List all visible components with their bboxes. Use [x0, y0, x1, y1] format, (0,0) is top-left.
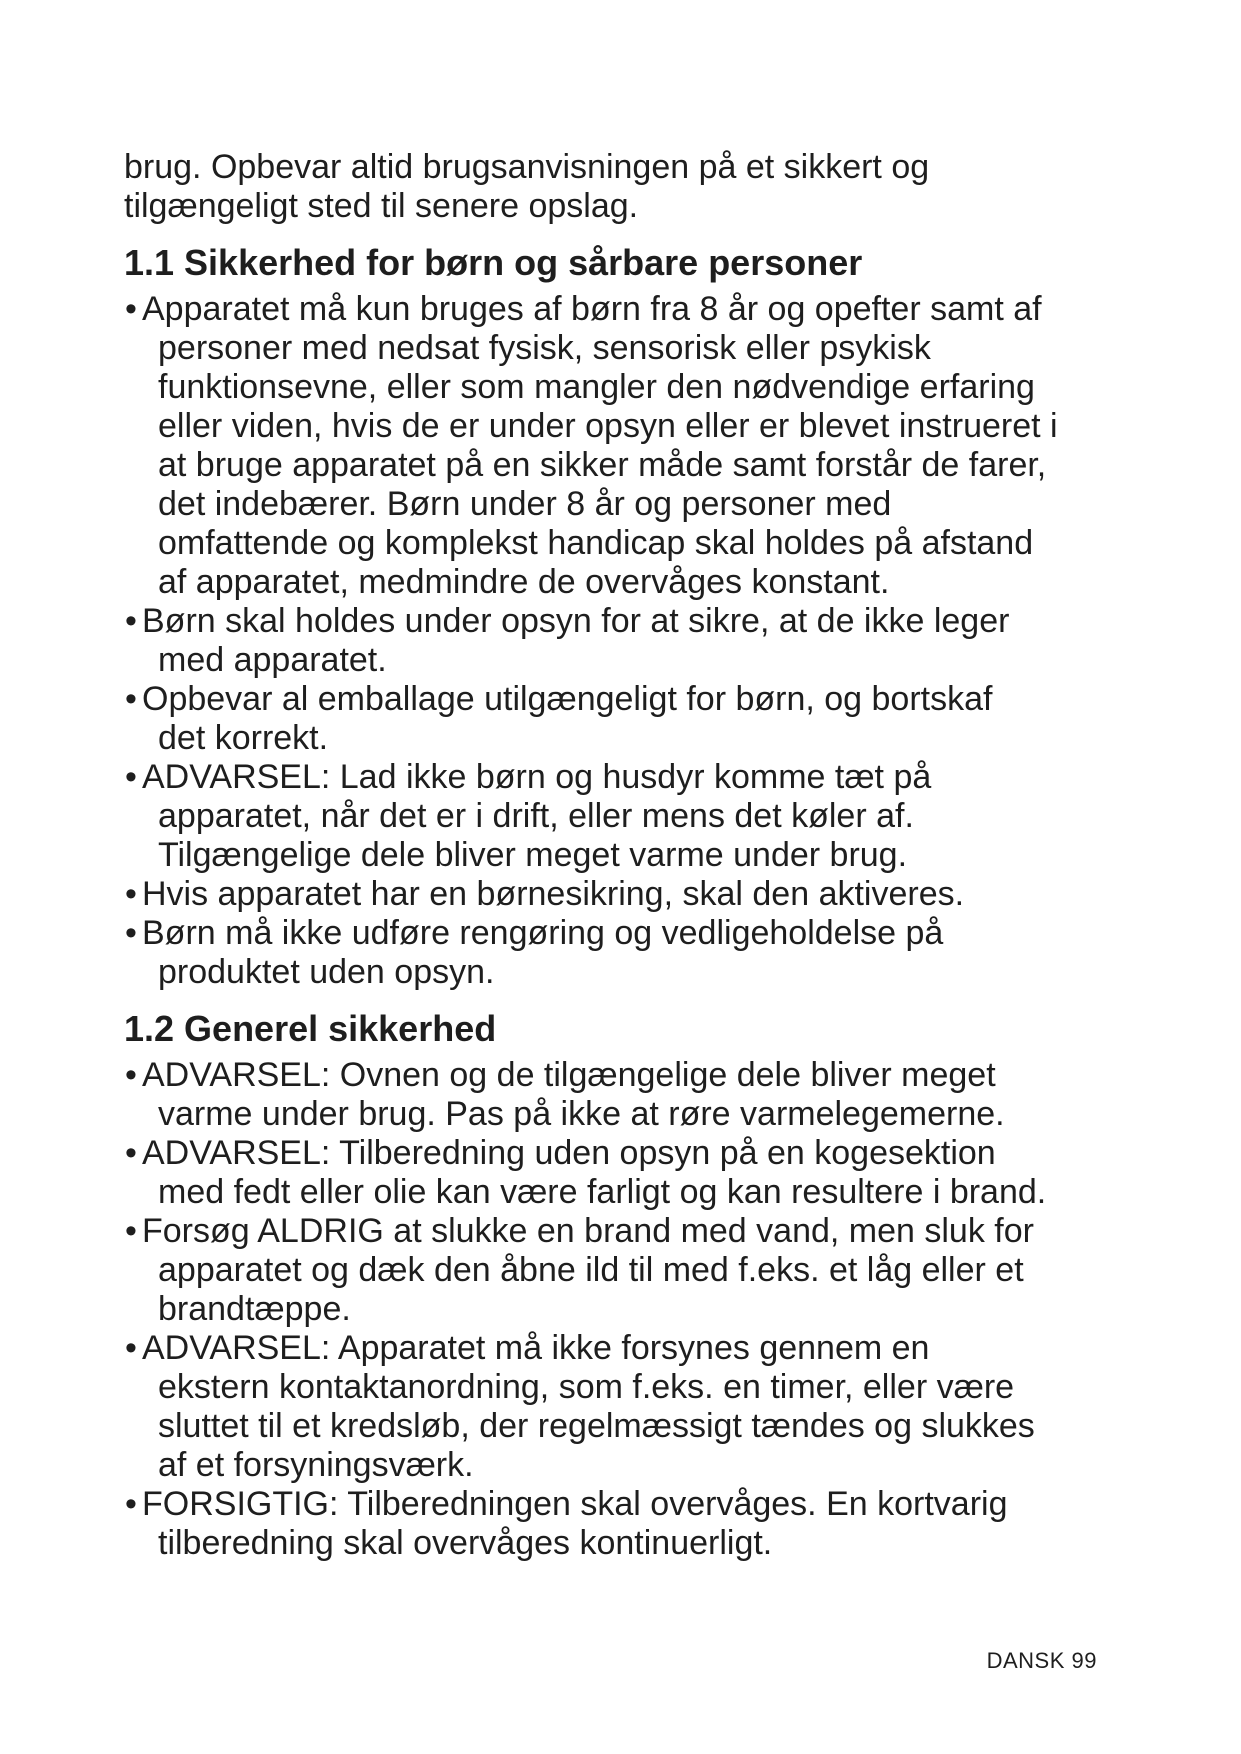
intro-paragraph — [124, 148, 1134, 226]
bullet-dot-icon: • — [125, 914, 137, 952]
bullet-dot-icon: • — [125, 602, 137, 640]
bullet-line: det korrekt. — [158, 719, 329, 757]
page-footer-label: DANSK 99 — [986, 1648, 1097, 1673]
bullet-list-children-safety — [124, 290, 1134, 992]
bullet-item — [124, 1056, 1134, 1134]
bullet-dot-icon: • — [125, 875, 137, 913]
bullet-line: ADVARSEL: Lad ikke børn og husdyr komme tæt på — [142, 758, 932, 796]
bullet-item — [124, 875, 1134, 914]
bullet-item — [124, 680, 1134, 758]
bullet-line: eller viden, hvis de er under opsyn eller er blevet instrueret i — [158, 407, 1058, 445]
bullet-line: at bruge apparatet på en sikker måde samt forstår de farer, — [158, 446, 1047, 484]
section-heading-children-safety: 1.1 Sikkerhed for børn og sårbare personer — [124, 242, 863, 283]
bullet-line: med fedt eller olie kan være farligt og kan resultere i brand. — [158, 1173, 1047, 1211]
bullet-dot-icon: • — [125, 290, 137, 328]
bullet-line: produktet uden opsyn. — [158, 953, 495, 991]
bullet-item — [124, 758, 1134, 875]
bullet-line: Apparatet må kun bruges af børn fra 8 år og opefter samt af — [142, 290, 1042, 328]
bullet-line: omfattende og komplekst handicap skal holdes på afstand — [158, 524, 1034, 562]
bullet-line: tilberedning skal overvåges kontinuerligt. — [158, 1524, 773, 1562]
bullet-dot-icon: • — [125, 680, 137, 718]
bullet-dot-icon: • — [125, 1485, 137, 1523]
bullet-line: apparatet, når det er i drift, eller mens det køler af. — [158, 797, 914, 835]
bullet-item — [124, 602, 1134, 680]
bullet-dot-icon: • — [125, 758, 137, 796]
bullet-line: ADVARSEL: Ovnen og de tilgængelige dele bliver meget — [142, 1056, 996, 1094]
bullet-item — [124, 1485, 1134, 1563]
bullet-line: sluttet til et kredsløb, der regelmæssigt tændes og slukkes — [158, 1407, 1035, 1445]
bullet-line: Hvis apparatet har en børnesikring, skal den aktiveres. — [142, 875, 965, 913]
intro-line: brug. Opbevar altid brugsanvisningen på et sikkert og — [124, 148, 930, 186]
bullet-line: personer med nedsat fysisk, sensorisk eller psykisk — [158, 329, 931, 367]
bullet-line: funktionsevne, eller som mangler den nødvendige erfaring — [158, 368, 1035, 406]
bullet-item — [124, 290, 1134, 602]
bullet-item — [124, 1212, 1134, 1329]
bullet-list-general-safety — [124, 1056, 1134, 1563]
bullet-line: af apparatet, medmindre de overvåges konstant. — [158, 563, 890, 601]
document-page — [124, 148, 1134, 1563]
bullet-line: af et forsyningsværk. — [158, 1446, 474, 1484]
bullet-line: apparatet og dæk den åbne ild til med f.eks. et låg eller et — [158, 1251, 1024, 1289]
bullet-dot-icon: • — [125, 1056, 137, 1094]
bullet-line: med apparatet. — [158, 641, 387, 679]
bullet-dot-icon: • — [125, 1134, 137, 1172]
bullet-line: ADVARSEL: Tilberedning uden opsyn på en kogesektion — [142, 1134, 996, 1172]
bullet-dot-icon: • — [125, 1329, 137, 1367]
intro-line: tilgængeligt sted til senere opslag. — [124, 187, 639, 225]
bullet-line: FORSIGTIG: Tilberedningen skal overvåges. En kortvarig — [142, 1485, 1008, 1523]
bullet-line: Opbevar al emballage utilgængeligt for børn, og bortskaf — [142, 680, 993, 718]
bullet-line: det indebærer. Børn under 8 år og personer med — [158, 485, 892, 523]
bullet-line: brandtæppe. — [158, 1290, 351, 1328]
bullet-line: ADVARSEL: Apparatet må ikke forsynes gennem en — [142, 1329, 930, 1367]
bullet-line: ekstern kontaktanordning, som f.eks. en timer, eller være — [158, 1368, 1015, 1406]
bullet-line: Børn må ikke udføre rengøring og vedligeholdelse på — [142, 914, 944, 952]
bullet-dot-icon: • — [125, 1212, 137, 1250]
bullet-line: Tilgængelige dele bliver meget varme under brug. — [158, 836, 908, 874]
bullet-line: varme under brug. Pas på ikke at røre varmelegemerne. — [158, 1095, 1005, 1133]
bullet-item — [124, 1134, 1134, 1212]
bullet-item — [124, 914, 1134, 992]
bullet-line: Forsøg ALDRIG at slukke en brand med vand, men sluk for — [142, 1212, 1034, 1250]
section-heading-general-safety: 1.2 Generel sikkerhed — [124, 1008, 497, 1049]
bullet-line: Børn skal holdes under opsyn for at sikre, at de ikke leger — [142, 602, 1010, 640]
bullet-item — [124, 1329, 1134, 1485]
